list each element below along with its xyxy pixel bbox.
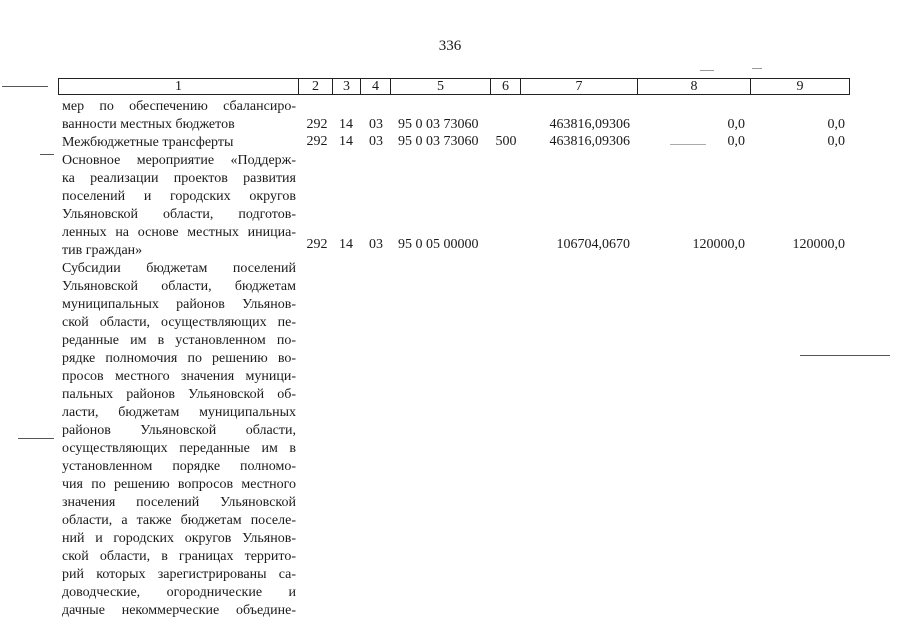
cell-amount-2: 0,0 xyxy=(727,134,745,149)
desc-line: ской области, в границах террито- xyxy=(62,549,296,564)
description-column xyxy=(62,98,296,620)
header-col-5: 5 xyxy=(390,78,491,95)
desc-line: ленных на основе местных инициа- xyxy=(62,225,296,240)
table-row xyxy=(0,133,905,151)
page-number: 336 xyxy=(438,38,462,54)
header-col-4: 4 xyxy=(360,78,391,95)
cell-target-article: 95 0 03 73060 xyxy=(398,117,479,132)
desc-line: Ульяновской области, подготов- xyxy=(62,207,296,222)
header-col-2: 2 xyxy=(298,78,333,95)
cell-section: 14 xyxy=(339,134,353,149)
header-col-7: 7 xyxy=(520,78,638,95)
desc-line: Основное мероприятие «Поддерж- xyxy=(62,153,296,168)
cell-expense-type: 500 xyxy=(495,134,517,149)
scan-mark xyxy=(670,144,706,145)
header-col-3: 3 xyxy=(332,78,361,95)
scan-mark xyxy=(18,438,54,439)
cell-ministry-code: 292 xyxy=(306,117,328,132)
desc-line: значения поселений Ульяновской xyxy=(62,495,296,510)
desc-line: Межбюджетные трансферты xyxy=(62,135,234,150)
desc-line: чия по решению вопросов местного xyxy=(62,477,296,492)
header-col-8: 8 xyxy=(637,78,751,95)
desc-line: доводческие, огороднические и xyxy=(62,585,296,600)
desc-line: ской области, осуществляющих пе- xyxy=(62,315,296,330)
cell-target-article: 95 0 03 73060 xyxy=(398,134,479,149)
cell-section: 14 xyxy=(339,117,353,132)
scan-mark xyxy=(752,68,762,69)
cell-subsection: 03 xyxy=(369,117,383,132)
desc-line: просов местного значения муници- xyxy=(62,369,296,384)
cell-target-article: 95 0 05 00000 xyxy=(398,237,479,252)
cell-amount-3: 120000,0 xyxy=(792,237,845,252)
desc-line: мер по обеспечению сбалансиро- xyxy=(62,99,296,114)
desc-line: поселений и городских округов xyxy=(62,189,296,204)
desc-line: Ульяновской области, бюджетам xyxy=(62,279,296,294)
desc-line: рий которых зарегистрированы са- xyxy=(62,567,296,582)
cell-amount-1: 106704,0670 xyxy=(556,237,630,252)
cell-subsection: 03 xyxy=(369,237,383,252)
desc-line: пальных районов Ульяновской об- xyxy=(62,387,296,402)
desc-line: рядке полномочия по решению во- xyxy=(62,351,296,366)
desc-line: тив граждан» xyxy=(62,243,143,258)
desc-line: осуществляющих переданные им в xyxy=(62,441,296,456)
scan-mark xyxy=(800,355,890,356)
header-col-9: 9 xyxy=(750,78,850,95)
desc-line: дачные некоммерческие объедине- xyxy=(62,603,296,618)
desc-line: районов Ульяновской области, xyxy=(62,423,296,438)
cell-section: 14 xyxy=(339,237,353,252)
table-row xyxy=(0,116,905,134)
desc-line: Субсидии бюджетам поселений xyxy=(62,261,296,276)
cell-amount-1: 463816,09306 xyxy=(549,117,630,132)
desc-line: области, а также бюджетам поселе- xyxy=(62,513,296,528)
desc-line: муниципальных районов Ульянов- xyxy=(62,297,296,312)
cell-amount-3: 0,0 xyxy=(827,117,845,132)
desc-line: ка реализации проектов развития xyxy=(62,171,296,186)
scan-mark xyxy=(700,70,714,71)
desc-line: ний и городских округов Ульянов- xyxy=(62,531,296,546)
desc-line: ласти, бюджетам муниципальных xyxy=(62,405,296,420)
cell-amount-2: 120000,0 xyxy=(692,237,745,252)
cell-amount-3: 0,0 xyxy=(827,134,845,149)
cell-ministry-code: 292 xyxy=(306,134,328,149)
desc-line: реданные им в установленном по- xyxy=(62,333,296,348)
header-col-1: 1 xyxy=(58,78,299,95)
cell-amount-2: 0,0 xyxy=(727,117,745,132)
desc-line: ванности местных бюджетов xyxy=(62,117,235,132)
scan-mark xyxy=(40,154,54,155)
cell-amount-1: 463816,09306 xyxy=(549,134,630,149)
scan-mark xyxy=(2,86,48,87)
desc-line: установленном порядке полномо- xyxy=(62,459,296,474)
cell-ministry-code: 292 xyxy=(306,237,328,252)
cell-subsection: 03 xyxy=(369,134,383,149)
header-col-6: 6 xyxy=(490,78,521,95)
table-row xyxy=(0,236,905,254)
